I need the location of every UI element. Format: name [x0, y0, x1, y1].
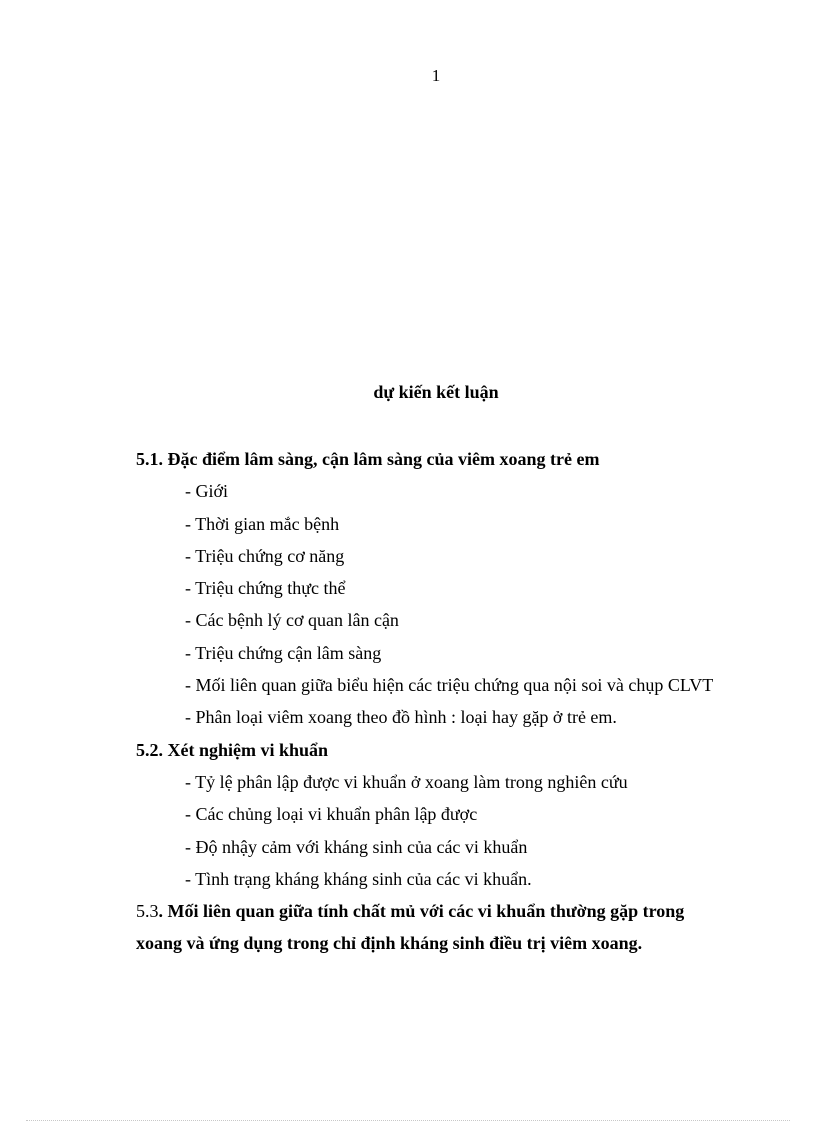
- list-item: - Triệu chứng cơ năng: [185, 545, 345, 566]
- page-number: 1: [431, 66, 441, 85]
- list-item: - Các bệnh lý cơ quan lân cận: [185, 610, 399, 631]
- list-item: - Các chủng loại vi khuẩn phân lập được: [185, 804, 478, 825]
- section-heading-5-3: [136, 899, 736, 931]
- list-item: - Triệu chứng cận lâm sàng: [185, 642, 382, 663]
- conclusion-content: [136, 447, 736, 964]
- section-heading-text: . Mối liên quan giữa tính chất mủ với các vi khuẩn thường gặp trong: [158, 901, 685, 922]
- list-item: - Triệu chứng thực thể: [185, 578, 346, 599]
- list-item: - Tình trạng kháng kháng sinh của các vi khuẩn.: [185, 868, 532, 889]
- list-item: - Phân loại viêm xoang theo đồ hình : loại hay gặp ở trẻ em.: [185, 707, 617, 728]
- section-heading-5-2: 5.2. Xét nghiệm vi khuẩn: [136, 739, 329, 760]
- list-item: - Thời gian mắc bệnh: [185, 513, 340, 534]
- section-heading-5-1: 5.1. Đặc điểm lâm sàng, cận lâm sàng của viêm xoang trẻ em: [136, 449, 600, 469]
- section-heading-5-3-continued: xoang và ứng dụng trong chỉ định kháng sinh điều trị viêm xoang.: [136, 933, 643, 954]
- list-item: - Giới: [185, 481, 229, 502]
- page-bottom-divider: [26, 1120, 790, 1121]
- document-title: dự kiến kết luận: [373, 382, 499, 402]
- list-item: - Độ nhậy cảm với kháng sinh của các vi khuẩn: [185, 836, 528, 857]
- list-item: - Tỷ lệ phân lập được vi khuẩn ở xoang làm trong nghiên cứu: [185, 771, 628, 792]
- section-number: 5.3: [136, 901, 159, 922]
- list-item: - Mối liên quan giữa biểu hiện các triệu chứng qua nội soi và chụp CLVT: [185, 675, 714, 696]
